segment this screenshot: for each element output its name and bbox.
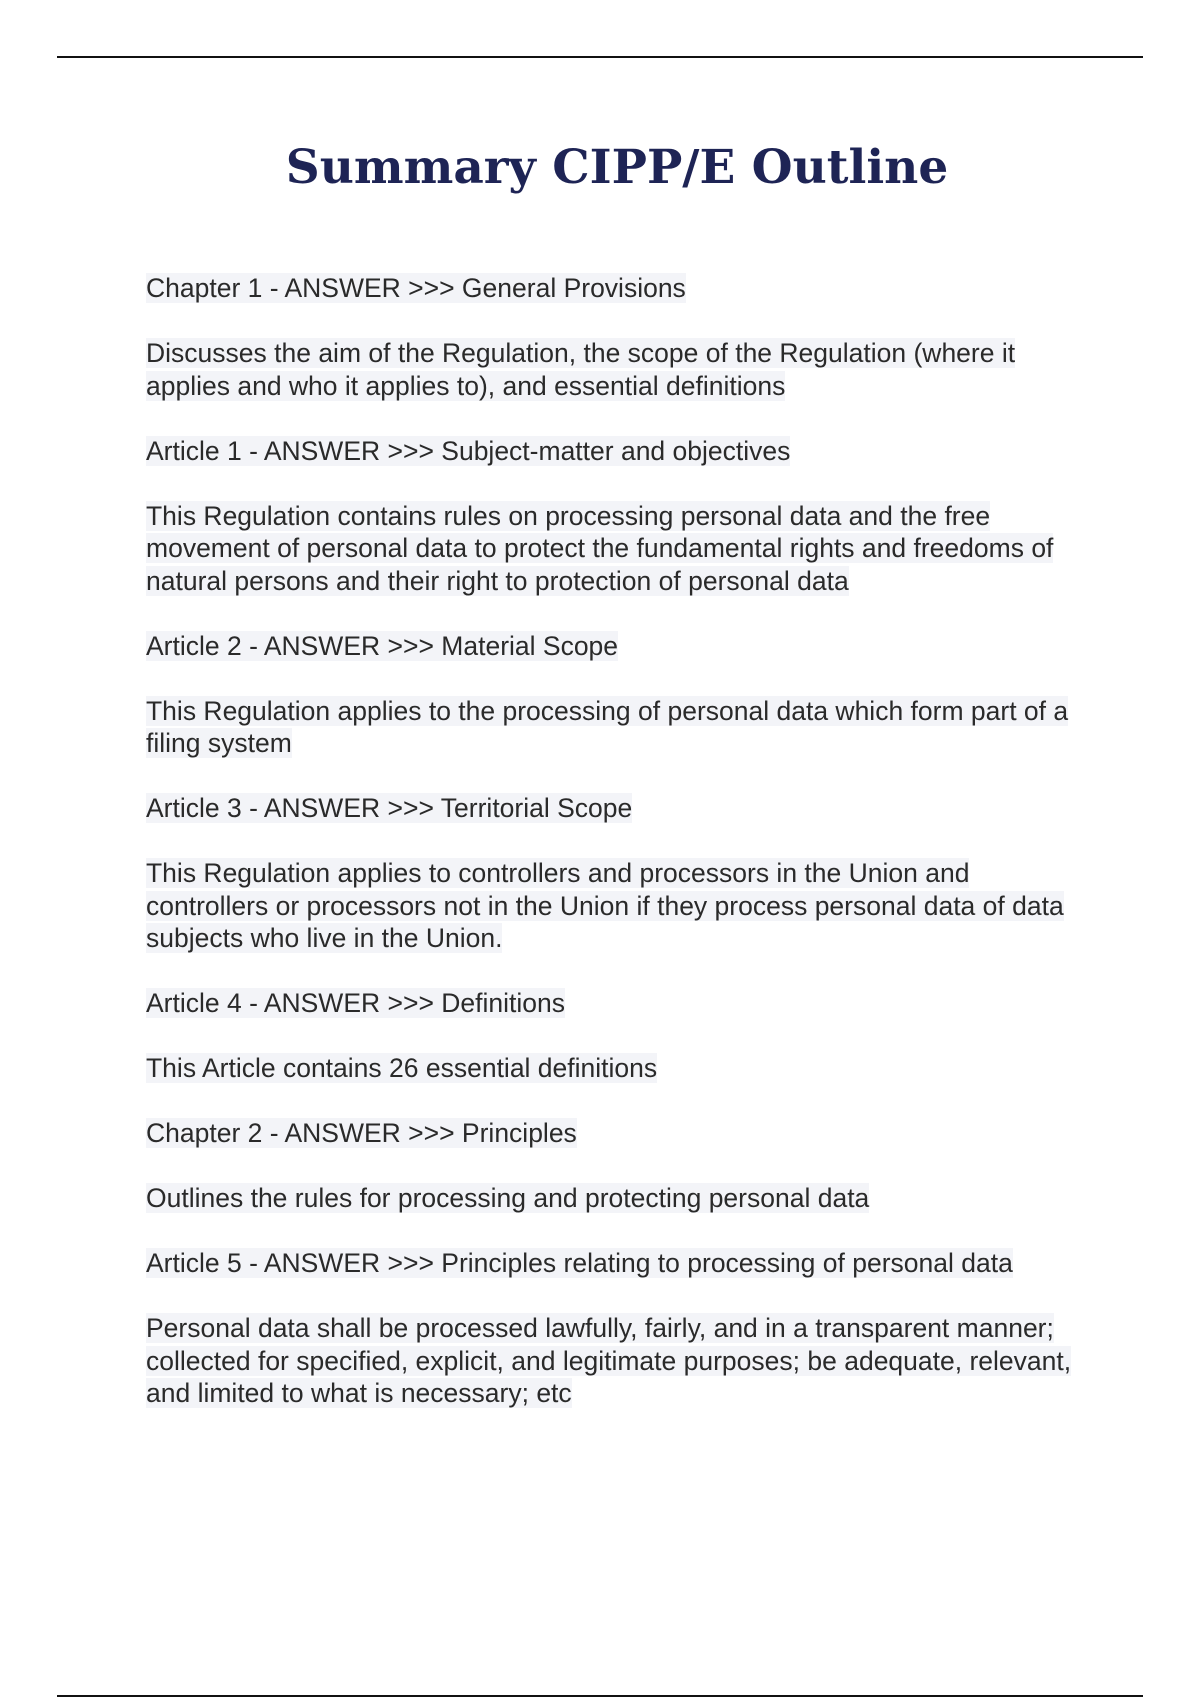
article-1-description: This Regulation contains rules on processing personal data and the free movement of personal data to protect the fundamental rights and freedoms of natural persons and their right to protection of personal data xyxy=(146,500,1054,596)
chapter-2-description: Outlines the rules for processing and protecting personal data xyxy=(146,1183,870,1213)
article-3-description: This Regulation applies to controllers and processors in the Union and controllers or processors not in the Union if they process personal data of data subjects who live in the Union. xyxy=(146,858,1064,953)
paragraph-chapter-1-desc xyxy=(146,337,1086,402)
paragraph-article-2 xyxy=(146,630,1086,663)
paragraph-article-1-desc xyxy=(146,500,1086,598)
paragraph-article-3 xyxy=(146,792,1086,825)
paragraph-article-2-desc xyxy=(146,695,1086,760)
article-2-description: This Regulation applies to the processing of personal data which form part of a filing system xyxy=(146,695,1069,758)
paragraph-article-1 xyxy=(146,435,1086,468)
paragraph-chapter-2 xyxy=(146,1117,1086,1150)
paragraph-chapter-2-desc xyxy=(146,1182,1086,1215)
article-4-description: This Article contains 26 essential definitions xyxy=(146,1053,658,1083)
chapter-1-heading: Chapter 1 - ANSWER >>> General Provisions xyxy=(146,273,686,303)
article-5-heading: Article 5 - ANSWER >>> Principles relating to processing of personal data xyxy=(146,1248,1013,1278)
chapter-2-heading: Chapter 2 - ANSWER >>> Principles xyxy=(146,1118,577,1148)
document-body xyxy=(146,272,1086,1442)
paragraph-chapter-1 xyxy=(146,272,1086,305)
document-title: Summary CIPP/E Outline xyxy=(285,140,949,195)
article-4-heading: Article 4 - ANSWER >>> Definitions xyxy=(146,988,566,1018)
paragraph-article-4 xyxy=(146,987,1086,1020)
chapter-1-description: Discusses the aim of the Regulation, the scope of the Regulation (where it applies and who it applies to), and essential definitions xyxy=(146,338,1016,401)
paragraph-article-5 xyxy=(146,1247,1086,1280)
bottom-rule xyxy=(57,1695,1143,1697)
article-2-heading: Article 2 - ANSWER >>> Material Scope xyxy=(146,630,619,661)
top-rule xyxy=(57,56,1143,58)
paragraph-article-3-desc xyxy=(146,857,1086,955)
article-5-description: Personal data shall be processed lawfully, fairly, and in a transparent manner; collected for specified, explicit, and legitimate purposes; be adequate, relevant, and limited to what is necessary; etc xyxy=(146,1313,1072,1408)
article-3-heading: Article 3 - ANSWER >>> Territorial Scope xyxy=(146,793,633,823)
article-1-heading: Article 1 - ANSWER >>> Subject-matter and objectives xyxy=(146,435,791,466)
paragraph-article-5-desc xyxy=(146,1312,1086,1410)
paragraph-article-4-desc xyxy=(146,1052,1086,1085)
